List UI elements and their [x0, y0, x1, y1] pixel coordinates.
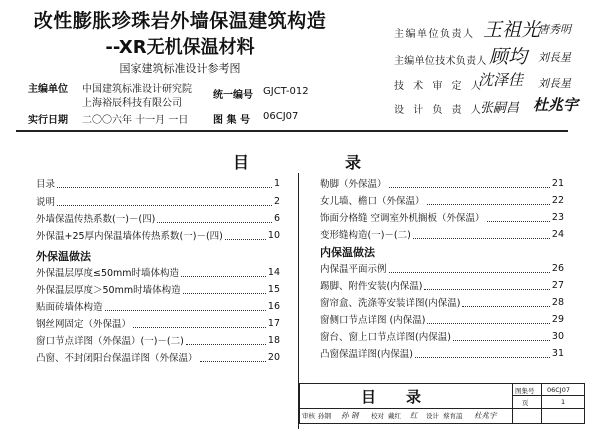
review-label: 审核	[302, 412, 315, 420]
title-block-page-label: 页	[522, 399, 529, 407]
toc-item[interactable]	[320, 226, 564, 242]
toc-leader	[487, 213, 550, 222]
toc-item[interactable]	[320, 277, 564, 293]
toc-item[interactable]	[320, 209, 564, 225]
toc-leader	[427, 315, 549, 324]
toc-item-title: 凸窗、不封闭阳台保温详图（外保温）	[36, 353, 198, 364]
review-signature: 孙 钢	[341, 411, 359, 420]
toc-item-title: 外保温层厚度≤50mm时墙体构造	[36, 268, 180, 279]
title-block-rule	[512, 383, 513, 424]
toc-item-page: 29	[551, 313, 564, 325]
toc-leader	[225, 231, 266, 240]
check-signature: 红	[410, 411, 418, 420]
check-label: 校对	[371, 412, 384, 420]
chief-unit-1: 中国建筑标准设计研究院	[82, 84, 192, 95]
toc-leader	[389, 264, 550, 273]
toc-item-page: 21	[551, 177, 564, 189]
title-block-rule	[299, 408, 585, 409]
title-block-page-no: 1	[561, 398, 566, 406]
toc-item-page: 23	[551, 211, 564, 223]
header-rule	[16, 130, 568, 132]
toc-leader	[462, 298, 549, 307]
toc-item[interactable]	[36, 298, 280, 314]
chief-unit-2: 上海裕辰科技有限公司	[82, 98, 182, 109]
toc-item-title: 窗口节点详图（外保温）(一)－(二)	[36, 336, 184, 347]
atlas-no-label: 图 集 号	[213, 115, 250, 126]
atlas-no: 06CJ07	[263, 111, 299, 122]
toc-leader	[200, 353, 266, 362]
check-name: 戴红	[388, 412, 401, 420]
toc-leader	[427, 196, 550, 205]
toc-item-title: 钢丝网固定（外保温）	[36, 319, 132, 330]
toc-item-page: 17	[267, 317, 280, 329]
signature-4a: 张嗣昌	[480, 101, 520, 116]
resp-label-2: 主编单位技术负责人	[394, 56, 487, 67]
design-signature: 杜兆宇	[474, 411, 497, 420]
toc-item-title: 饰面分格缝 空调室外机搁板（外保温）	[320, 213, 485, 224]
toc-leader	[183, 285, 266, 294]
toc-item-page: 31	[551, 347, 564, 359]
toc-item-page: 1	[273, 177, 280, 189]
review-name: 孙钢	[318, 412, 331, 420]
toc-item-title: 目录	[36, 179, 56, 190]
toc-item-page: 24	[551, 228, 564, 240]
title-block-atlas-no: 06CJ07	[547, 386, 570, 394]
toc-item[interactable]	[36, 175, 280, 191]
toc-item-page: 6	[273, 212, 280, 224]
toc-item-page: 30	[551, 330, 564, 342]
effective-label: 实行日期	[28, 115, 68, 126]
standard-subtitle: 国家建筑标准设计参考图	[119, 62, 241, 75]
section-internal: 内保温做法	[320, 246, 375, 259]
toc-item-title: 外墙保温传热系数(一)－(四)	[36, 214, 156, 225]
toc-item-page: 26	[551, 262, 564, 274]
toc-leader	[57, 197, 272, 206]
toc-leader	[413, 230, 550, 239]
toc-item[interactable]	[36, 264, 280, 280]
toc-leader	[57, 179, 272, 188]
design-name: 蔡育誼	[443, 412, 463, 420]
toc-item[interactable]	[320, 260, 564, 276]
resp-label-3: 技 术 审 定 人	[394, 81, 484, 92]
resp-label-4: 设 计 负 责 人	[394, 105, 484, 116]
toc-item-page: 16	[267, 300, 280, 312]
toc-item-title: 外保温层厚度＞50mm时墙体构造	[36, 285, 181, 296]
drawing-title: 改性膨胀珍珠岩外墙保温建筑构造	[33, 10, 327, 32]
signature-1b: 唐秀明	[538, 23, 571, 36]
toc-item[interactable]	[36, 227, 280, 243]
toc-leader	[186, 336, 266, 345]
toc-item-title: 内保温平面示例	[320, 264, 387, 275]
toc-item-title: 窗侧口节点详图 (内保温)	[320, 315, 426, 326]
signature-1a: 王祖光	[483, 19, 541, 41]
toc-leader	[424, 281, 549, 290]
toc-item-title: 踢脚、附件安装(内保温)	[320, 281, 423, 292]
toc-leader	[181, 268, 266, 277]
toc-item-page: 14	[267, 266, 280, 278]
toc-heading-right: 录	[345, 153, 364, 172]
signature-4b: 杜兆宇	[533, 96, 579, 114]
toc-leader	[133, 319, 266, 328]
signature-2a: 顾均	[489, 46, 528, 68]
toc-item[interactable]	[36, 193, 280, 209]
toc-leader	[105, 302, 266, 311]
unified-no-label: 统一编号	[213, 90, 253, 101]
toc-item[interactable]	[36, 281, 280, 297]
signature-3b: 刘長星	[538, 77, 571, 90]
title-block-rule	[512, 395, 585, 396]
toc-leader	[453, 332, 550, 341]
toc-item-title: 窗台、窗上口节点详图(内保温)	[320, 332, 451, 343]
toc-item-page: 2	[273, 195, 280, 207]
toc-item[interactable]	[320, 328, 564, 344]
section-external: 外保温做法	[36, 250, 91, 263]
signature-3a: 沈泽佳	[478, 71, 524, 89]
title-block-atlas-label: 图集号	[515, 387, 535, 395]
toc-item-title: 外保温+25厚内保温墙体传热系数(一)－(四)	[36, 231, 223, 242]
toc-item-page: 15	[267, 283, 280, 295]
drawing-subtitle-product: --XR无机保温材料	[105, 37, 255, 58]
toc-leader	[415, 349, 550, 358]
signature-2b: 刘長星	[538, 51, 571, 64]
toc-item[interactable]	[320, 311, 564, 327]
toc-item[interactable]	[320, 175, 564, 191]
toc-item[interactable]	[36, 332, 280, 348]
toc-leader	[389, 179, 550, 188]
toc-item[interactable]	[36, 210, 280, 226]
toc-item[interactable]	[36, 349, 280, 365]
toc-item[interactable]	[36, 315, 280, 331]
toc-item-title: 女儿墙、檐口（外保温）	[320, 196, 425, 207]
toc-item-title: 贴面砖墙体构造	[36, 302, 103, 313]
toc-leader	[157, 214, 272, 223]
toc-item-title: 说明	[36, 197, 56, 208]
toc-item-title: 勒脚（外保温）	[320, 179, 387, 190]
toc-item-title: 变形缝构造(一)－(二)	[320, 230, 411, 241]
resp-label-1: 主编单位负责人	[394, 29, 475, 40]
toc-item-page: 22	[551, 194, 564, 206]
toc-item-page: 27	[551, 279, 564, 291]
effective-date: 二〇〇六年 十一月 一日	[82, 115, 189, 126]
toc-item-page: 10	[267, 229, 280, 241]
toc-item[interactable]	[320, 192, 564, 208]
title-block-rule	[541, 383, 542, 424]
toc-item-page: 20	[267, 351, 280, 363]
toc-item-page: 18	[267, 334, 280, 346]
toc-item[interactable]	[320, 345, 564, 361]
title-block-title: 目录	[360, 387, 451, 406]
chief-unit-label: 主编单位	[28, 84, 68, 95]
toc-item-title: 窗帘盒、洗涤等安装详图(内保温)	[320, 298, 461, 309]
design-label: 设计	[426, 412, 439, 420]
toc-heading-left: 目	[233, 153, 252, 172]
toc-item-title: 凸窗保温详图(内保温)	[320, 349, 413, 360]
unified-no: GJCT-012	[263, 86, 309, 97]
toc-item-page: 28	[551, 296, 564, 308]
toc-item[interactable]	[320, 294, 564, 310]
